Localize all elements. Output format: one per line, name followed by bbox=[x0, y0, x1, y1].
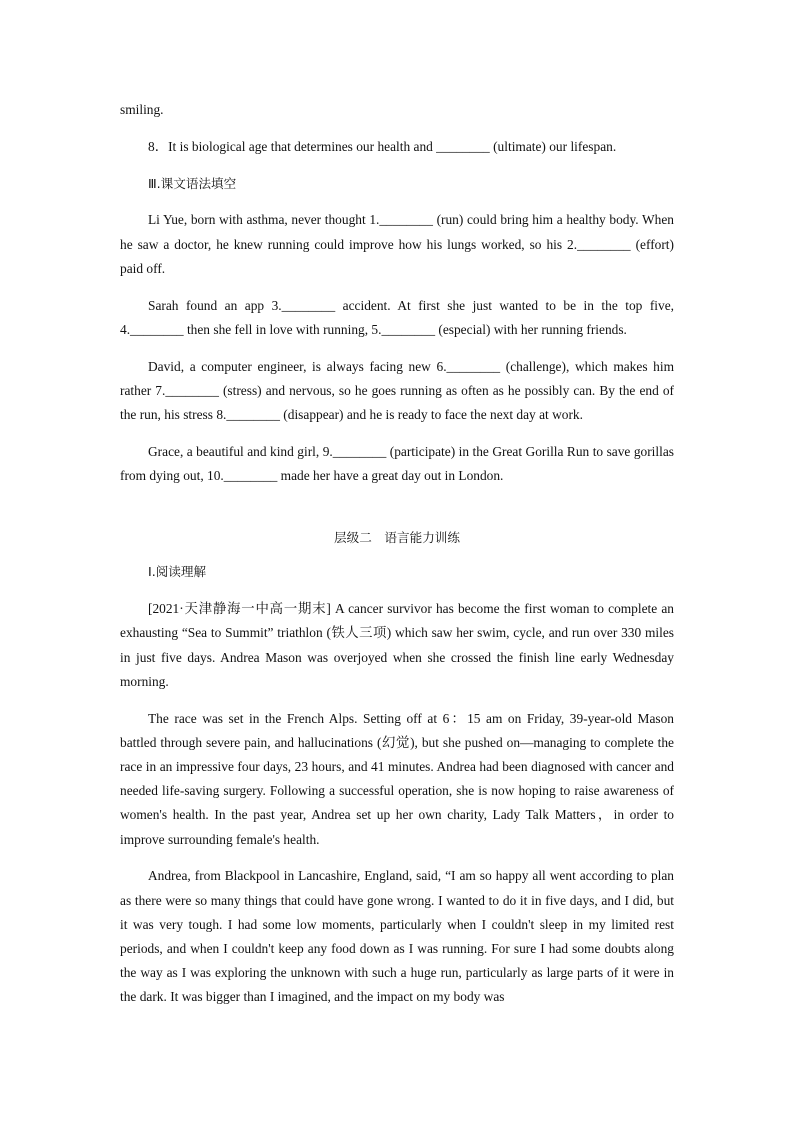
grammar-paragraph-4: Grace, a beautiful and kind girl, 9.________ (participate) in the Great Gorilla Run to save gorillas from dying out, 10.________ made her have a great day out in London. bbox=[120, 443, 674, 483]
level-title: 层级二 语言能力训练 bbox=[334, 530, 460, 546]
reading-paragraph-1: [2021·天津静海一中高一期末] A cancer survivor has become the first woman to complete an exhausting “Sea to Summit” triathlon (铁人三项) which saw her swim, cycle, and run over 330 miles in just five days. Andrea Mason was overjoyed when she crossed the finish line early Wednesday morning. bbox=[120, 601, 674, 689]
section-heading-grammar: Ⅲ.课文语法填空 bbox=[148, 175, 237, 191]
section-heading-reading: Ⅰ.阅读理解 bbox=[148, 564, 207, 580]
paragraph-continuation: smiling. bbox=[120, 102, 164, 117]
reading-paragraph-3: Andrea, from Blackpool in Lancashire, England, said, “I am so happy all went according to plan as there were so many things that could have gone wrong. I wanted to do it in five days, and I did, but it was very tough. I had some low moments, particularly when I couldn't sleep in my limited rest periods, and when I couldn't keep any food down as I was running. For sure I had some doubts along the way as I was exploring the unknown with such a huge run, particularly as large parts of it were in the dark. It was bigger than I imagined, and the impact on my body was bbox=[120, 868, 674, 1005]
grammar-paragraph-1: Li Yue, born with asthma, never thought 1.________ (run) could bring him a healthy body. When he saw a doctor, he knew running could improve how his lungs worked, so his 2.________ (effort) paid off. bbox=[120, 212, 674, 276]
grammar-paragraph-3: David, a computer engineer, is always facing new 6.________ (challenge), which makes him rather 7.________ (stress) and nervous, so he goes running as often as he possibly can. By the end of the run, his stress 8.________ (disappear) and he is ready to face the next day at work. bbox=[120, 358, 674, 422]
reading-paragraph-2: The race was set in the French Alps. Setting off at 6：15 am on Friday, 39-year-old Mason battled through severe pain, and hallucinations (幻觉), but she pushed on—managing to complete the race in an impressive four days, 23 hours, and 41 minutes. Andrea had been diagnosed with cancer and needed life-saving surgery. Following a successful operation, she is now hoping to raise awareness of women's health. In the past year, Andrea set up her own charity, Lady Talk Matters，in order to improve surrounding female's health. bbox=[120, 710, 674, 847]
grammar-paragraph-2: Sarah found an app 3.________ accident. At first she just wanted to be in the top five, 4.________ then she fell in love with running, 5.________ (especial) with her running friends. bbox=[120, 297, 674, 337]
document-body bbox=[120, 98, 674, 1010]
section-spacer bbox=[120, 488, 674, 526]
exercise-item-8: 8．It is biological age that determines our health and ________ (ultimate) our lifespan. bbox=[148, 138, 617, 154]
